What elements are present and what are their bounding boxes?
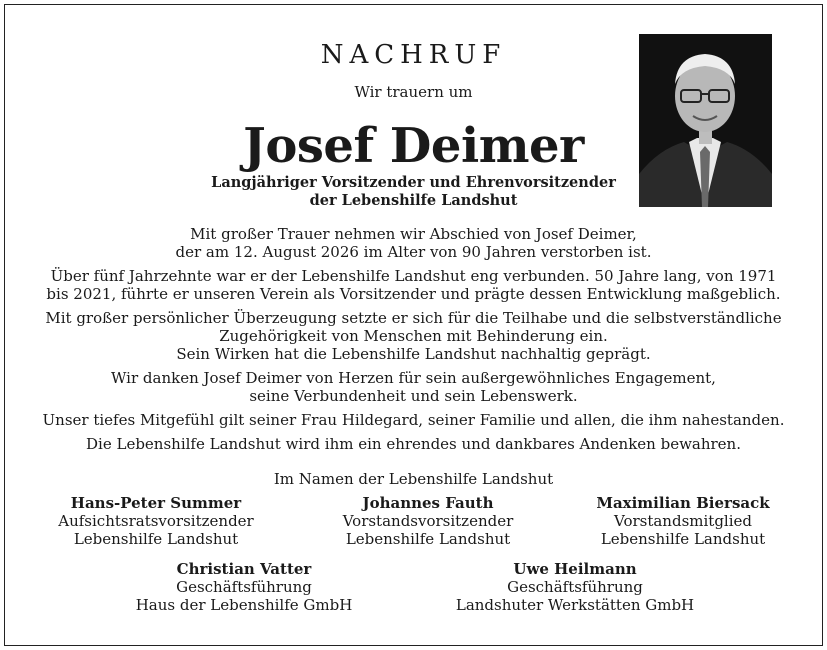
body-line: Über fünf Jahrzehnte war er der Lebenshilfe Landshut eng verbunden. 50 Jahre lang, von 1971 — [50, 267, 777, 285]
intro-text: Wir trauern um — [354, 83, 473, 101]
signatory-org: Landshuter Werkstätten GmbH — [455, 596, 695, 614]
body-line: Unser tiefes Mitgefühl gilt seiner Frau Hildegard, seiner Familie und allen, die ihm nahestanden. — [42, 411, 785, 429]
signatory-org: Lebenshilfe Landshut — [600, 530, 766, 548]
body-paragraph — [20, 309, 807, 363]
body-line: Sein Wirken hat die Lebenshilfe Landshut nachhaltig geprägt. — [176, 345, 651, 363]
body-line: der am 12. August 2026 im Alter von 90 Jahren verstorben ist. — [175, 243, 652, 261]
body-paragraph — [20, 225, 807, 261]
signatory-block — [124, 560, 364, 614]
signatory-title: Geschäftsführung — [176, 578, 312, 596]
signatory-name: Hans-Peter Summer — [70, 494, 242, 512]
signatory-block — [450, 560, 700, 614]
body-line: bis 2021, führte er unseren Verein als Vorsitzender und prägte dessen Entwicklung maßgeblich. — [46, 285, 781, 303]
signatory-title: Vorstandsmitglied — [613, 512, 752, 530]
body-line: Wir danken Josef Deimer von Herzen für sein außergewöhnliches Engagement, — [111, 369, 716, 387]
signatory-block — [50, 494, 262, 548]
body-line: Mit großer persönlicher Überzeugung setzte er sich für die Teilhabe und die selbstverständliche — [45, 309, 782, 327]
signatory-title: Vorstandsvorsitzender — [342, 512, 514, 530]
body-line: Mit großer Trauer nehmen wir Abschied von Josef Deimer, — [190, 225, 637, 243]
role-line: der Lebenshilfe Landshut — [309, 192, 518, 209]
signatory-org: Haus der Lebenshilfe GmbH — [135, 596, 353, 614]
body-line: Die Lebenshilfe Landshut wird ihm ein ehrendes und dankbares Andenken bewahren. — [86, 435, 741, 453]
body-line: seine Verbundenheit und sein Lebenswerk. — [249, 387, 578, 405]
body-paragraph — [20, 369, 807, 405]
body-line: Zugehörigkeit von Menschen mit Behinderung ein. — [219, 327, 608, 345]
signatory-block — [322, 494, 534, 548]
deceased-name: Josef Deimer — [243, 118, 584, 174]
body-paragraph — [20, 435, 807, 453]
signatory-block — [577, 494, 789, 548]
behalf-line: Im Namen der Lebenshilfe Landshut — [273, 470, 554, 488]
signatory-name: Uwe Heilmann — [513, 560, 637, 578]
signatory-name: Johannes Fauth — [362, 494, 494, 512]
body-paragraph — [20, 411, 807, 429]
signatory-org: Lebenshilfe Landshut — [345, 530, 511, 548]
body-paragraph — [20, 267, 807, 303]
signatory-title: Geschäftsführung — [507, 578, 643, 596]
signatory-org: Lebenshilfe Landshut — [73, 530, 239, 548]
signatory-name: Maximilian Biersack — [596, 494, 770, 512]
portrait-photo — [639, 34, 772, 207]
role-line: Langjähriger Vorsitzender und Ehrenvorsitzender — [211, 174, 616, 191]
obituary-body — [20, 225, 807, 459]
signatory-title: Aufsichtsratsvorsitzender — [58, 512, 254, 530]
signatory-name: Christian Vatter — [176, 560, 312, 578]
obituary-heading: NACHRUF — [320, 40, 507, 70]
